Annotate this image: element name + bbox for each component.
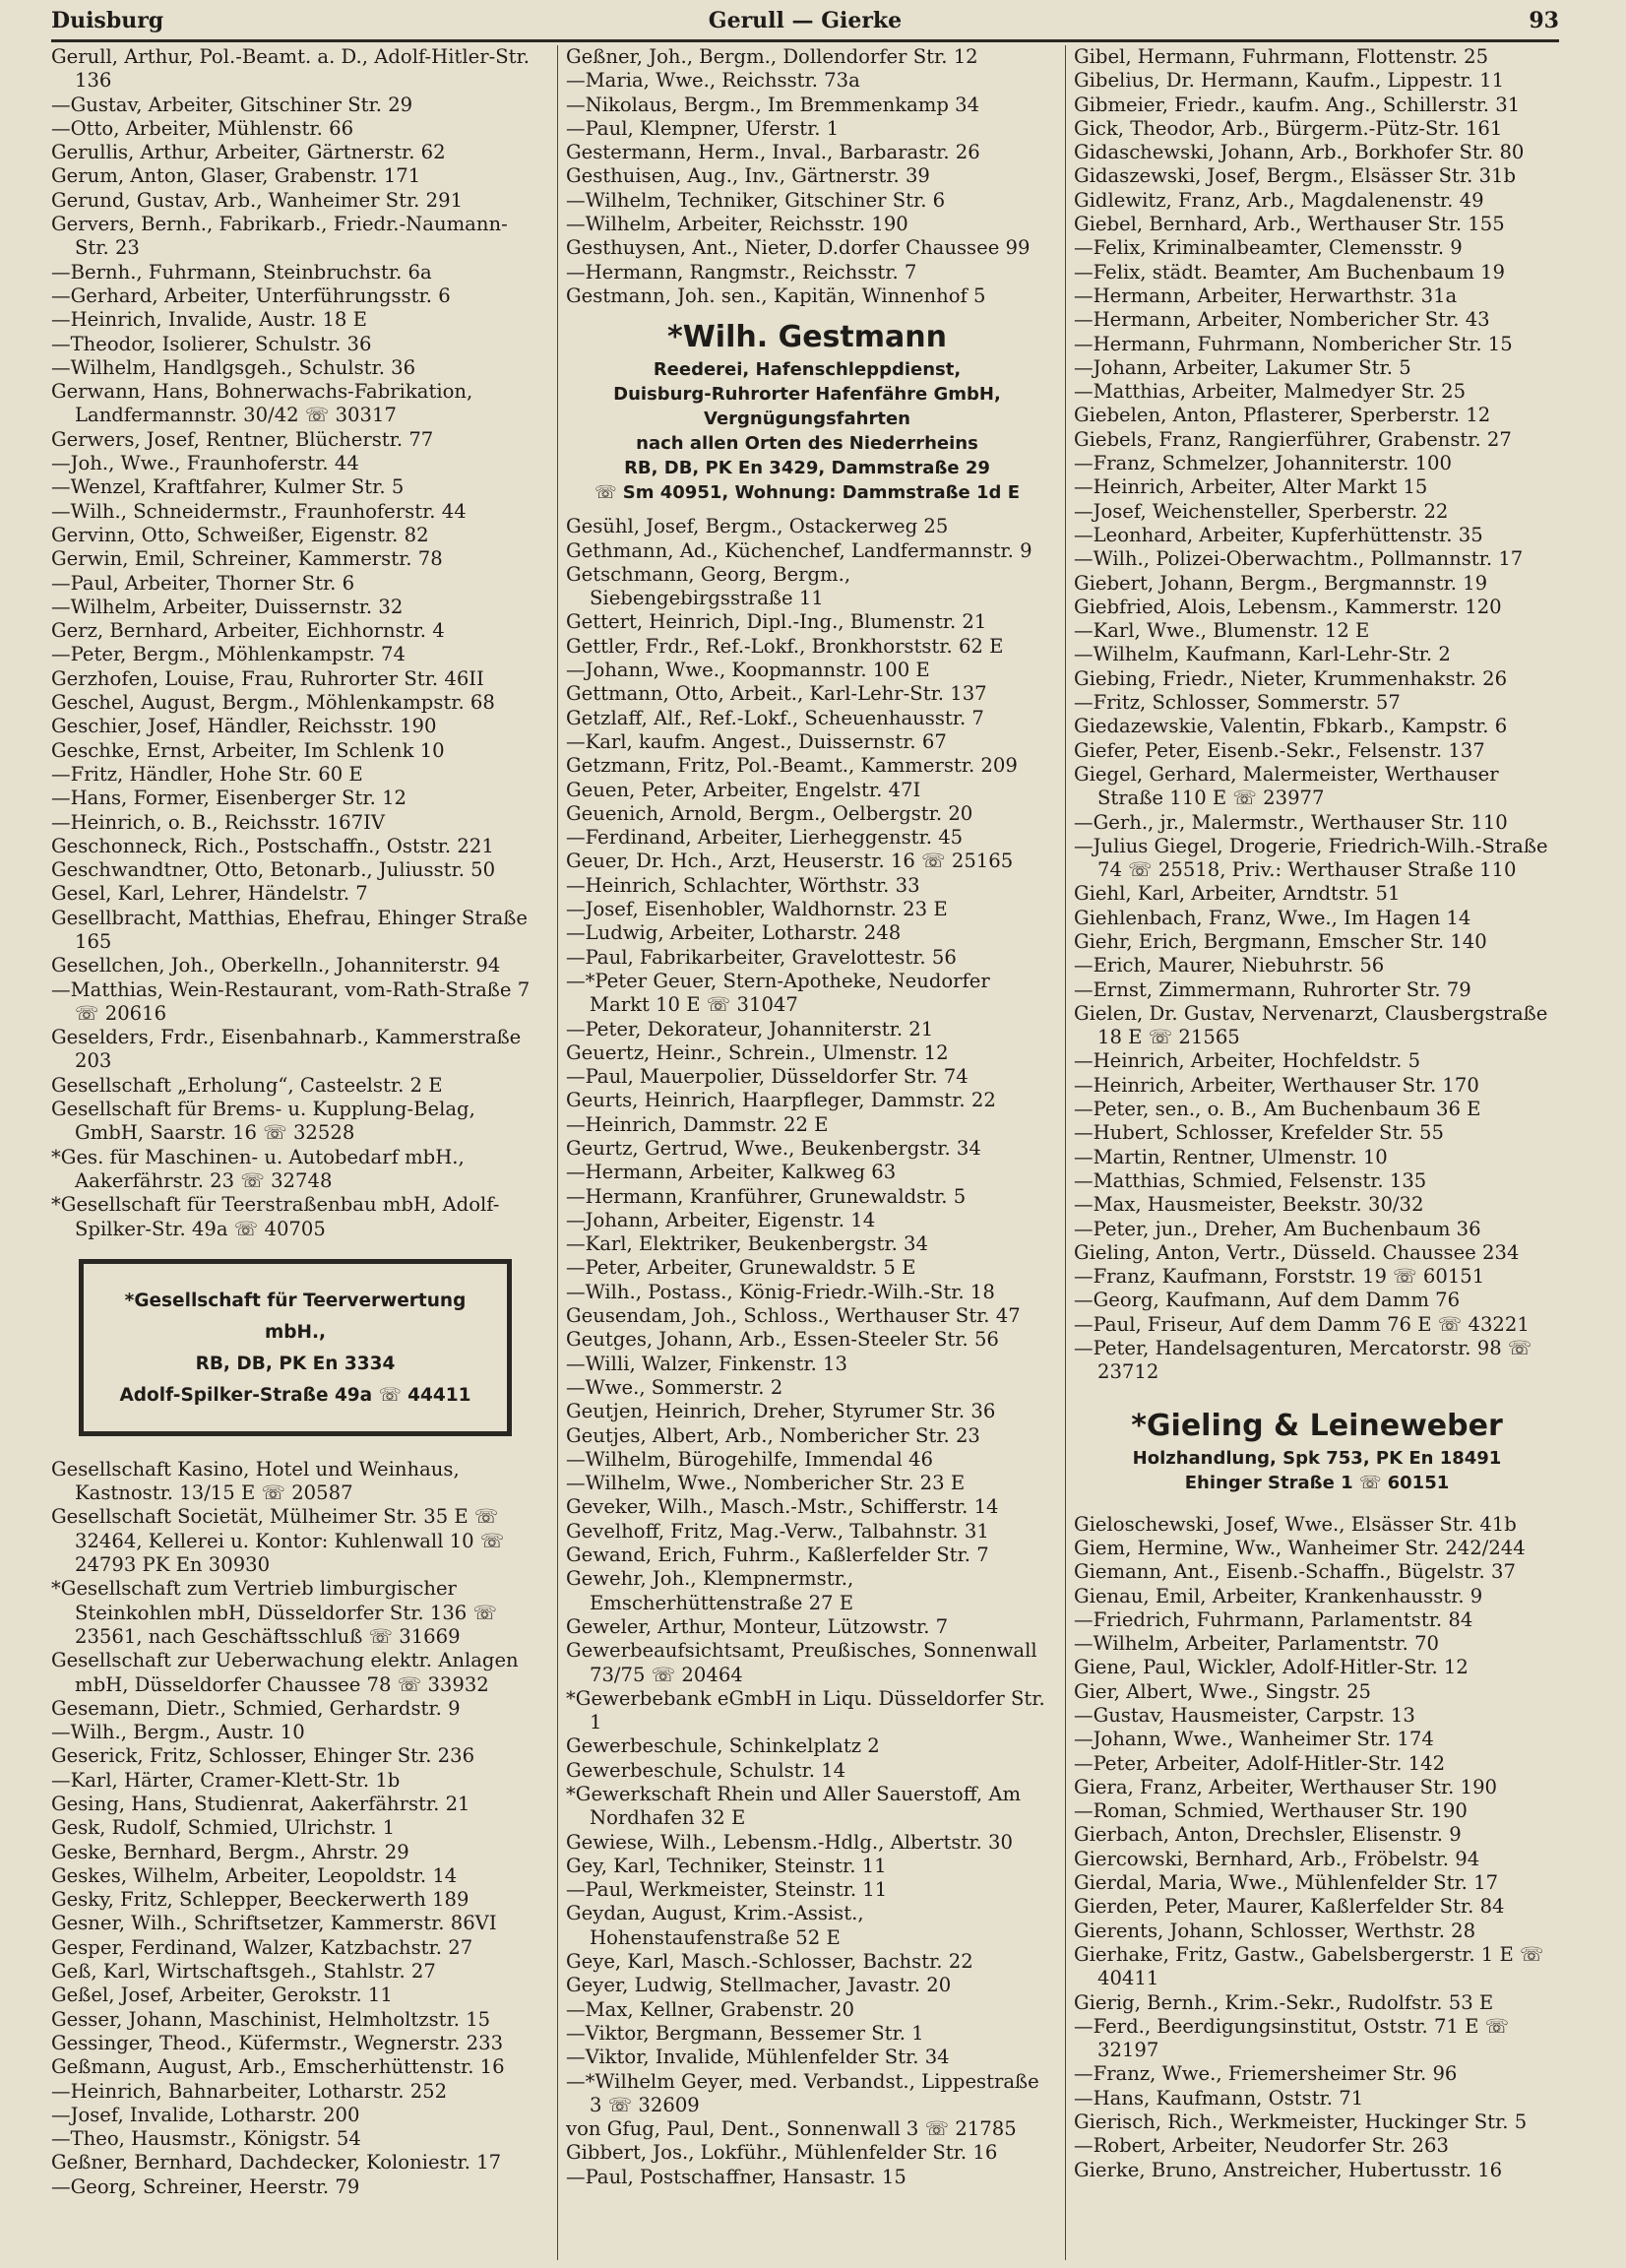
- directory-entry: Giehlenbach, Franz, Wwe., Im Hagen 14: [1074, 906, 1471, 929]
- directory-entry: —Peter, Bergm., Möhlenkampstr. 74: [51, 643, 406, 666]
- directory-entry: —Hubert, Schlosser, Krefelder Str. 55: [1074, 1121, 1444, 1145]
- directory-entry: Giegel, Gerhard, Malermeister, Werthauser Straße 110 E ☏ 23977: [1074, 762, 1499, 810]
- directory-entry: —Wilhelm, Arbeiter, Parlamentstr. 70: [1074, 1632, 1439, 1656]
- directory-entry: —Peter, Arbeiter, Grunewaldstr. 5 E: [566, 1256, 916, 1280]
- directory-entry: Gerwin, Emil, Schreiner, Kammerstr. 78: [51, 547, 443, 571]
- directory-entry: —Gerhard, Arbeiter, Unterführungsstr. 6: [51, 284, 451, 307]
- directory-entry: —Paul, Fabrikarbeiter, Gravelottestr. 56: [566, 945, 957, 969]
- directory-entry: —Peter, Arbeiter, Adolf-Hitler-Str. 142: [1074, 1751, 1446, 1775]
- directory-entry: Giefer, Peter, Eisenb.-Sekr., Felsenstr. 137: [1074, 738, 1485, 762]
- header-page-number: 93: [1529, 8, 1559, 33]
- directory-entry: Gick, Theodor, Arb., Bürgerm.-Pütz-Str. 161: [1074, 116, 1503, 140]
- directory-entry: —Gerh., jr., Malermstr., Werthauser Str. 110: [1074, 810, 1508, 834]
- directory-entry: Geßmann, August, Arb., Emscherhüttenstr. 16: [51, 2055, 505, 2079]
- directory-entry: Gerwann, Hans, Bohnerwachs-Fabrikation, Landfermannstr. 30/42 ☏ 30317: [51, 380, 473, 427]
- directory-entry: Gielen, Dr. Gustav, Nervenarzt, Clausbergstraße 18 E ☏ 21565: [1074, 1001, 1548, 1049]
- header-city: Duisburg: [51, 8, 164, 33]
- directory-entry: Gesing, Hans, Studienrat, Aakerfährstr. 21: [51, 1793, 470, 1815]
- directory-entry: —Paul, Friseur, Auf dem Damm 76 E ☏ 43221: [1074, 1312, 1530, 1336]
- directory-entry: —Felix, städt. Beamter, Am Buchenbaum 19: [1074, 260, 1505, 284]
- directory-entry: Geß, Karl, Wirtschaftsgeh., Stahlstr. 27: [51, 1960, 436, 1984]
- ad-line: Duisburg-Ruhrorter Hafenfähre GmbH,: [613, 384, 1001, 406]
- directory-entry: Geschonneck, Rich., Postschaffn., Oststr. 221: [51, 834, 494, 857]
- directory-entry: Gewerbeschule, Schulstr. 14: [566, 1758, 846, 1782]
- directory-entry: —Franz, Kaufmann, Forststr. 19 ☏ 60151: [1074, 1265, 1485, 1289]
- directory-entry: Gerzhofen, Louise, Frau, Ruhrorter Str. 46II: [51, 666, 484, 690]
- directory-entry: —Wenzel, Kraftfahrer, Kulmer Str. 5: [51, 475, 405, 499]
- directory-entry: Gibbert, Jos., Lokführ., Mühlenfelder Str. 16: [566, 2141, 998, 2165]
- directory-entry: Giebing, Friedr., Nieter, Krummenhakstr. 26: [1074, 666, 1508, 690]
- directory-entry: Geschel, August, Bergm., Möhlenkampstr. 68: [51, 691, 495, 715]
- directory-entry: —Heinrich, Arbeiter, Werthauser Str. 170: [1074, 1073, 1479, 1097]
- directory-entry: —Martin, Rentner, Ulmenstr. 10: [1074, 1145, 1388, 1168]
- advertisement-gestmann: [566, 318, 1048, 505]
- directory-entry: —Gustav, Hausmeister, Carpstr. 13: [1074, 1704, 1415, 1727]
- directory-entry: —Julius Giegel, Drogerie, Friedrich-Wilh.-Straße 74 ☏ 25518, Priv.: Werthauser Straße 110: [1074, 834, 1548, 882]
- directory-entry: —Roman, Schmied, Werthauser Str. 190: [1074, 1799, 1468, 1823]
- ad-line: ☏ Sm 40951, Wohnung: Dammstraße 1d E: [594, 482, 1020, 504]
- directory-entry: Gerullis, Arthur, Arbeiter, Gärtnerstr. 62: [51, 141, 446, 164]
- directory-entry: Gey, Karl, Techniker, Steinstr. 11: [566, 1854, 887, 1877]
- directory-entry: —Johann, Arbeiter, Lakumer Str. 5: [1074, 355, 1411, 379]
- directory-entry: —Josef, Eisenhobler, Waldhornstr. 23 E: [566, 898, 948, 921]
- directory-entry: Geydan, August, Krim.-Assist., Hohenstaufenstraße 52 E: [566, 1902, 864, 1949]
- directory-entry: —Leonhard, Arbeiter, Kupferhüttenstr. 35: [1074, 523, 1483, 546]
- directory-entry: Geuer, Dr. Hch., Arzt, Heuserstr. 16 ☏ 25165: [566, 850, 1014, 873]
- directory-entry: —Max, Hausmeister, Beekstr. 30/32: [1074, 1193, 1424, 1217]
- directory-entry: —Wilhelm, Techniker, Gitschiner Str. 6: [566, 188, 946, 212]
- directory-entry: Gesellschaft für Brems- u. Kupplung-Belag, GmbH, Saarstr. 16 ☏ 32528: [51, 1098, 475, 1145]
- directory-entry: Gesthuysen, Ant., Nieter, D.dorfer Chaussee 99: [566, 236, 1031, 260]
- directory-entry: —Franz, Schmelzer, Johanniterstr. 100: [1074, 452, 1452, 475]
- directory-entry: Gidlewitz, Franz, Arb., Magdalenenstr. 49: [1074, 188, 1484, 212]
- directory-entry: Geye, Karl, Masch.-Schlosser, Bachstr. 22: [566, 1950, 973, 1974]
- directory-entry: Geurts, Heinrich, Haarpfleger, Dammstr. 22: [566, 1089, 996, 1112]
- directory-entry: —Felix, Kriminalbeamter, Clemensstr. 9: [1074, 236, 1463, 260]
- directory-entry: —Friedrich, Fuhrmann, Parlamentstr. 84: [1074, 1607, 1473, 1631]
- directory-entry: Gienau, Emil, Arbeiter, Krankenhausstr. 9: [1074, 1584, 1483, 1607]
- directory-entry: —Paul, Arbeiter, Thorner Str. 6: [51, 571, 355, 595]
- directory-entry: Giebfried, Alois, Lebensm., Kammerstr. 120: [1074, 595, 1502, 618]
- directory-entry: —Joh., Wwe., Fraunhoferstr. 44: [51, 452, 359, 475]
- directory-entry: —Paul, Postschaffner, Hansastr. 15: [566, 2165, 907, 2188]
- ad-company-name: *Wilh. Gestmann: [667, 320, 947, 355]
- directory-entry: Giemann, Ant., Eisenb.-Schaffn., Bügelstr. 37: [1074, 1560, 1516, 1584]
- directory-entry: —Wilh., Bergm., Austr. 10: [51, 1721, 305, 1744]
- directory-entry: Geuen, Peter, Arbeiter, Engelstr. 47I: [566, 778, 921, 801]
- directory-entry: Geurtz, Gertrud, Wwe., Beukenbergstr. 34: [566, 1136, 981, 1160]
- directory-entry: Gierdal, Maria, Wwe., Mühlenfelder Str. 17: [1074, 1871, 1499, 1895]
- directory-entry: Geuenich, Arnold, Bergm., Oelbergstr. 20: [566, 801, 973, 825]
- directory-entry: —Ernst, Zimmermann, Ruhrorter Str. 79: [1074, 977, 1471, 1001]
- directory-entry: —Wwe., Sommerstr. 2: [566, 1375, 783, 1399]
- directory-entry: —Wilhelm, Wwe., Nombericher Str. 23 E: [566, 1472, 966, 1495]
- directory-entry: —Hermann, Arbeiter, Kalkweg 63: [566, 1161, 897, 1184]
- ad-line: Vergnügungsfahrten: [704, 409, 910, 430]
- directory-entry: Gesk, Rudolf, Schmied, Ulrichstr. 1: [51, 1816, 396, 1840]
- directory-entry: Geusendam, Joh., Schloss., Werthauser Str. 47: [566, 1304, 1021, 1328]
- directory-entry: *Gesellschaft zum Vertrieb limburgischer Steinkohlen mbH, Düsseldorfer Str. 136 ☏ 23561, nach Geschäftsschluß ☏ 31669: [51, 1577, 497, 1648]
- directory-entry: Gesellschaft Societät, Mülheimer Str. 35 E ☏ 32464, Kellerei u. Kontor: Kuhlenwall 10 ☏ 24793 PK En 30930: [51, 1505, 505, 1577]
- directory-entry: von Gfug, Paul, Dent., Sonnenwall 3 ☏ 21785: [566, 2117, 1017, 2141]
- directory-entry: Gibelius, Dr. Hermann, Kaufm., Lippestr. 11: [1074, 69, 1505, 93]
- directory-entry: Gesühl, Josef, Bergm., Ostackerweg 25: [566, 515, 949, 538]
- ad-line: Holzhandlung, Spk 753, PK En 18491: [1132, 1447, 1502, 1469]
- directory-entry: Gesellschaft „Erholung“, Casteelstr. 2 E: [51, 1073, 443, 1097]
- directory-entry: Geveker, Wilh., Masch.-Mstr., Schifferstr. 14: [566, 1495, 999, 1519]
- directory-entry: *Gewerkschaft Rhein und Aller Sauerstoff, Am Nordhafen 32 E: [566, 1783, 1022, 1830]
- directory-entry: —Matthias, Schmied, Felsenstr. 135: [1074, 1168, 1427, 1192]
- directory-entry: —Wilh., Polizei-Oberwachtm., Pollmannstr. 17: [1074, 547, 1524, 571]
- page-header: [51, 6, 1559, 42]
- directory-entry: Getzlaff, Alf., Ref.-Lokf., Scheuenhausstr. 7: [566, 706, 984, 729]
- directory-entry: —Max, Kellner, Grabenstr. 20: [566, 1997, 854, 2021]
- directory-entry: Gierbach, Anton, Drechsler, Elisenstr. 9: [1074, 1823, 1462, 1847]
- directory-entry: —Peter, Dekorateur, Johanniterstr. 21: [566, 1017, 934, 1040]
- directory-entry: Gesper, Ferdinand, Walzer, Katzbachstr. 27: [51, 1935, 473, 1959]
- directory-entry: Gesky, Fritz, Schlepper, Beeckerwerth 189: [51, 1888, 469, 1912]
- directory-entry: Geyer, Ludwig, Stellmacher, Javastr. 20: [566, 1974, 952, 1997]
- directory-entry: —Wilhelm, Arbeiter, Reichsstr. 190: [566, 213, 908, 236]
- directory-entry: Geßner, Joh., Bergm., Dollendorfer Str. 12: [566, 45, 978, 68]
- directory-entry: —Willi, Walzer, Finkenstr. 13: [566, 1352, 847, 1375]
- directory-entry: Giebels, Franz, Rangierführer, Grabenstr. 27: [1074, 427, 1512, 451]
- directory-entry: Gerum, Anton, Glaser, Grabenstr. 171: [51, 164, 421, 188]
- directory-entry: —Maria, Wwe., Reichsstr. 73a: [566, 69, 860, 93]
- directory-entry: Giedazewskie, Valentin, Fbkarb., Kampstr. 6: [1074, 715, 1508, 738]
- directory-entry: *Ges. für Maschinen- u. Autobedarf mbH., Aakerfährstr. 23 ☏ 32748: [51, 1145, 465, 1192]
- directory-entry: —Fritz, Händler, Hohe Str. 60 E: [51, 762, 363, 786]
- directory-entry: —Ludwig, Arbeiter, Lotharstr. 248: [566, 921, 902, 945]
- directory-entry: Gevelhoff, Fritz, Mag.-Verw., Talbahnstr. 31: [566, 1519, 989, 1543]
- directory-entry: —Heinrich, Invalide, Austr. 18 E: [51, 308, 367, 332]
- directory-entry: Geskes, Wilhelm, Arbeiter, Leopoldstr. 14: [51, 1863, 458, 1887]
- directory-entry: Geschier, Josef, Händler, Reichsstr. 190: [51, 715, 437, 738]
- directory-entry: —Karl, kaufm. Angest., Duissernstr. 67: [566, 729, 947, 753]
- directory-entry: Gewerbeschule, Schinkelplatz 2: [566, 1734, 880, 1758]
- directory-entry: Gieling, Anton, Vertr., Düsseld. Chaussee 234: [1074, 1240, 1520, 1264]
- directory-entry: —Karl, Härter, Cramer-Klett-Str. 1b: [51, 1768, 401, 1792]
- directory-entry: Giene, Paul, Wickler, Adolf-Hitler-Str. 12: [1074, 1656, 1469, 1679]
- directory-entry: Giebert, Johann, Bergm., Bergmannstr. 19: [1074, 571, 1488, 595]
- directory-entry: —Wilhelm, Bürogehilfe, Immendal 46: [566, 1447, 933, 1471]
- header-name-range: Gerull — Gierke: [708, 8, 903, 33]
- directory-entry: Gibmeier, Friedr., kaufm. Ang., Schillerstr. 31: [1074, 93, 1521, 116]
- ad-line: *Gesellschaft für Teerverwertung mbH.,: [124, 1290, 467, 1343]
- directory-entry: Giebel, Bernhard, Arb., Werthauser Str. 155: [1074, 213, 1505, 236]
- directory-entry: Gibel, Hermann, Fuhrmann, Flottenstr. 25: [1074, 45, 1489, 68]
- directory-entry: Geutjes, Albert, Arb., Nombericher Str. 23: [566, 1423, 980, 1447]
- directory-entry: —Heinrich, o. B., Reichsstr. 167IV: [51, 810, 385, 834]
- directory-entry: Gewand, Erich, Fuhrm., Kaßlerfelder Str. 7: [566, 1544, 989, 1567]
- directory-entry: Gidaschewski, Johann, Arb., Borkhofer Str. 80: [1074, 141, 1525, 164]
- directory-entry: Gerull, Arthur, Pol.-Beamt. a. D., Adolf-Hitler-Str. 136: [51, 45, 530, 93]
- directory-entry: —Matthias, Wein-Restaurant, vom-Rath-Straße 7 ☏ 20616: [51, 977, 531, 1025]
- directory-entry: —Wilhelm, Handlgsgeh., Schulstr. 36: [51, 355, 416, 379]
- directory-entry: Gesellschaft Kasino, Hotel und Weinhaus, Kastnostr. 13/15 E ☏ 20587: [51, 1457, 460, 1505]
- directory-entry: —Theodor, Isolierer, Schulstr. 36: [51, 332, 372, 355]
- directory-entry: Gesthuisen, Aug., Inv., Gärtnerstr. 39: [566, 164, 930, 188]
- directory-entry: —Heinrich, Bahnarbeiter, Lotharstr. 252: [51, 2079, 448, 2103]
- column-2: [557, 45, 1048, 2260]
- ad-line: RB, DB, PK En 3334: [195, 1353, 396, 1374]
- directory-entry: —Johann, Wwe., Wanheimer Str. 174: [1074, 1728, 1434, 1751]
- directory-entry: —Matthias, Arbeiter, Malmedyer Str. 25: [1074, 380, 1467, 404]
- directory-entry: —Hermann, Kranführer, Grunewaldstr. 5: [566, 1184, 967, 1208]
- directory-entry: Gewerbeaufsichtsamt, Preußisches, Sonnenwall 73/75 ☏ 20464: [566, 1639, 1037, 1686]
- directory-entry: —Hermann, Arbeiter, Nombericher Str. 43: [1074, 308, 1490, 332]
- directory-entry: —Wilhelm, Kaufmann, Karl-Lehr-Str. 2: [1074, 643, 1451, 666]
- advertisement-gieling-leineweber: [1074, 1407, 1560, 1495]
- ad-company-name: *Gieling & Leineweber: [1131, 1408, 1503, 1443]
- directory-entry: —Franz, Wwe., Friemersheimer Str. 96: [1074, 2062, 1458, 2086]
- directory-entry: Geschwandtner, Otto, Betonarb., Juliusstr. 50: [51, 858, 496, 882]
- directory-entry: —Gustav, Arbeiter, Gitschiner Str. 29: [51, 93, 413, 116]
- directory-entry: —Hermann, Rangmstr., Reichsstr. 7: [566, 260, 917, 284]
- ad-line: nach allen Orten des Niederrheins: [636, 433, 978, 455]
- directory-entry: Geweler, Arthur, Monteur, Lützowstr. 7: [566, 1614, 949, 1638]
- directory-entry: Gesser, Johann, Maschinist, Helmholtzstr. 15: [51, 2007, 491, 2031]
- directory-entry: Gewiese, Wilh., Lebensm.-Hdlg., Albertstr. 30: [566, 1830, 1013, 1854]
- directory-entry: Gestmann, Joh. sen., Kapitän, Winnenhof 5: [566, 284, 986, 307]
- directory-entry: Gierig, Bernh., Krim.-Sekr., Rudolfstr. 53 E: [1074, 1990, 1494, 2014]
- directory-entry: Gesellschaft zur Ueberwachung elektr. Anlagen mbH, Düsseldorfer Chaussee 78 ☏ 33932: [51, 1649, 519, 1696]
- directory-entry: Gewehr, Joh., Klempnermstr., Emscherhüttenstraße 27 E: [566, 1567, 854, 1614]
- directory-entry: Geutges, Johann, Arb., Essen-Steeler Str. 56: [566, 1328, 999, 1352]
- directory-entry: Giebelen, Anton, Pflasterer, Sperberstr. 12: [1074, 404, 1491, 427]
- directory-entry: —Ferdinand, Arbeiter, Lierheggenstr. 45: [566, 826, 964, 850]
- directory-entry: Gerwers, Josef, Rentner, Blücherstr. 77: [51, 427, 434, 451]
- directory-entry: —Heinrich, Schlachter, Wörthstr. 33: [566, 873, 920, 897]
- directory-entry: Gierisch, Rich., Werkmeister, Huckinger Str. 5: [1074, 2110, 1528, 2134]
- directory-entry: —Theo, Hausmstr., Königstr. 54: [51, 2127, 361, 2151]
- directory-entry: Gettmann, Otto, Arbeit., Karl-Lehr-Str. 137: [566, 682, 987, 706]
- directory-entry: Getschmann, Georg, Bergm., Siebengebirgsstraße 11: [566, 562, 851, 610]
- directory-entry: —Peter, Handelsagenturen, Mercatorstr. 98 ☏ 23712: [1074, 1337, 1532, 1384]
- directory-entry: *Gesellschaft für Teerstraßenbau mbH, Adolf-Spilker-Str. 49a ☏ 40705: [51, 1193, 500, 1240]
- directory-entry: —Peter, sen., o. B., Am Buchenbaum 36 E: [1074, 1098, 1481, 1121]
- directory-entry: Gethmann, Ad., Küchenchef, Landfermannstr. 9: [566, 538, 1032, 562]
- directory-entry: Gierhake, Fritz, Gastw., Gabelsbergerstr. 1 E ☏ 40411: [1074, 1942, 1544, 1990]
- directory-entry: Gierke, Bruno, Anstreicher, Hubertusstr. 16: [1074, 2158, 1503, 2181]
- directory-entry: —Fritz, Schlosser, Sommerstr. 57: [1074, 691, 1401, 715]
- directory-entry: Geuertz, Heinr., Schrein., Ulmenstr. 12: [566, 1040, 949, 1064]
- directory-entry: Gesel, Karl, Lehrer, Händelstr. 7: [51, 882, 368, 906]
- directory-entry: Geselders, Frdr., Eisenbahnarb., Kammerstraße 203: [51, 1026, 522, 1073]
- directory-entry: Gierents, Johann, Schlosser, Werthstr. 28: [1074, 1919, 1476, 1942]
- directory-entry: Gessinger, Theod., Küfermstr., Wegnerstr. 233: [51, 2031, 504, 2054]
- directory-entry: Gieloschewski, Josef, Wwe., Elsässer Str. 41b: [1074, 1512, 1517, 1536]
- directory-entry: Geßel, Josef, Arbeiter, Gerokstr. 11: [51, 1984, 393, 2007]
- directory-entry: Gidaszewski, Josef, Bergm., Elsässer Str. 31b: [1074, 164, 1517, 188]
- column-3: [1065, 45, 1560, 2260]
- directory-entry: —Bernh., Fuhrmann, Steinbruchstr. 6a: [51, 260, 432, 284]
- directory-entry: Gesellchen, Joh., Oberkelln., Johanniterstr. 94: [51, 954, 501, 977]
- directory-entry: Geske, Bernhard, Bergm., Ahrstr. 29: [51, 1840, 409, 1863]
- directory-entry: —Nikolaus, Bergm., Im Bremmenkamp 34: [566, 93, 980, 116]
- directory-entry: Gesner, Wilh., Schriftsetzer, Kammerstr. 86VI: [51, 1912, 497, 1935]
- directory-entry: —Viktor, Bergmann, Bessemer Str. 1: [566, 2021, 924, 2045]
- directory-entry: Giercowski, Bernhard, Arb., Fröbelstr. 94: [1074, 1847, 1480, 1870]
- directory-entry: Gervinn, Otto, Schweißer, Eigenstr. 82: [51, 523, 429, 546]
- directory-entry: Gerund, Gustav, Arb., Wanheimer Str. 291: [51, 188, 464, 212]
- directory-entry: Gierden, Peter, Maurer, Kaßlerfelder Str. 84: [1074, 1895, 1505, 1919]
- directory-entry: Gettler, Frdr., Ref.-Lokf., Bronkhorststr. 62 E: [566, 634, 1004, 658]
- directory-entry: —Robert, Arbeiter, Neudorfer Str. 263: [1074, 2134, 1449, 2158]
- directory-entry: —Ferd., Beerdigungsinstitut, Oststr. 71 E ☏ 32197: [1074, 2014, 1510, 2062]
- directory-entry: —Peter, jun., Dreher, Am Buchenbaum 36: [1074, 1217, 1481, 1240]
- directory-entry: Giehr, Erich, Bergmann, Emscher Str. 140: [1074, 929, 1487, 953]
- directory-entry: —Paul, Mauerpolier, Düsseldorfer Str. 74: [566, 1065, 969, 1089]
- directory-entry: Gettert, Heinrich, Dipl.-Ing., Blumenstr. 21: [566, 610, 987, 634]
- directory-entry: Geßner, Bernhard, Dachdecker, Koloniestr. 17: [51, 2151, 502, 2174]
- directory-entry: —Heinrich, Arbeiter, Alter Markt 15: [1074, 475, 1428, 499]
- directory-entry: —Heinrich, Dammstr. 22 E: [566, 1112, 829, 1136]
- directory-entry: Giehl, Karl, Arbeiter, Arndtstr. 51: [1074, 882, 1401, 906]
- directory-entry: —Johann, Wwe., Koopmannstr. 100 E: [566, 659, 930, 682]
- directory-entry: —Hermann, Arbeiter, Herwarthstr. 31a: [1074, 284, 1458, 307]
- directory-entry: Giera, Franz, Arbeiter, Werthauser Str. 190: [1074, 1775, 1498, 1798]
- directory-entry: —Karl, Wwe., Blumenstr. 12 E: [1074, 619, 1370, 643]
- directory-entry: —Hans, Kaufmann, Oststr. 71: [1074, 2086, 1364, 2110]
- directory-entry: Geutjen, Heinrich, Dreher, Styrumer Str. 36: [566, 1400, 996, 1423]
- directory-entry: —Otto, Arbeiter, Mühlenstr. 66: [51, 116, 354, 140]
- column-1: [51, 45, 539, 2260]
- ad-line: Ehinger Straße 1 ☏ 60151: [1184, 1472, 1450, 1493]
- directory-entry: Gerz, Bernhard, Arbeiter, Eichhornstr. 4: [51, 619, 445, 643]
- directory-entry: —Hans, Former, Eisenberger Str. 12: [51, 787, 406, 810]
- directory-entry: —Paul, Werkmeister, Steinstr. 11: [566, 1878, 888, 1902]
- directory-entry: *Gewerbebank eGmbH in Liqu. Düsseldorfer Str. 1: [566, 1686, 1045, 1734]
- directory-entry: Giem, Hermine, Ww., Wanheimer Str. 242/244: [1074, 1536, 1526, 1559]
- advertisement-teerverwertung: [79, 1259, 512, 1436]
- directory-entry: —Wilh., Postass., König-Friedr.-Wilh.-Str. 18: [566, 1280, 995, 1303]
- directory-entry: —Josef, Weichensteller, Sperberstr. 22: [1074, 499, 1449, 523]
- directory-entry: Gesemann, Dietr., Schmied, Gerhardstr. 9: [51, 1696, 461, 1720]
- directory-entry: —Hermann, Fuhrmann, Nombericher Str. 15: [1074, 332, 1513, 355]
- directory-entry: —Wilh., Schneidermstr., Fraunhoferstr. 44: [51, 499, 467, 523]
- directory-entry: —Viktor, Invalide, Mühlenfelder Str. 34: [566, 2046, 950, 2069]
- directory-entry: Gestermann, Herm., Inval., Barbarastr. 26: [566, 141, 980, 164]
- directory-entry: —Johann, Arbeiter, Eigenstr. 14: [566, 1208, 876, 1231]
- directory-entry: Getzmann, Fritz, Pol.-Beamt., Kammerstr. 209: [566, 754, 1018, 778]
- ad-line: RB, DB, PK En 3429, Dammstraße 29: [624, 458, 990, 479]
- directory-entry: —Karl, Elektriker, Beukenbergstr. 34: [566, 1232, 928, 1256]
- directory-entry: —Paul, Klempner, Uferstr. 1: [566, 116, 840, 140]
- directory-entry: Gesellbracht, Matthias, Ehefrau, Ehinger Straße 165: [51, 906, 528, 953]
- directory-entry: Geserick, Fritz, Schlosser, Ehinger Str. 236: [51, 1744, 475, 1768]
- directory-entry: —Georg, Kaufmann, Auf dem Damm 76: [1074, 1289, 1461, 1312]
- ad-line: Reederei, Hafenschleppdienst,: [653, 359, 962, 381]
- directory-entry: Geschke, Ernst, Arbeiter, Im Schlenk 10: [51, 738, 445, 762]
- directory-entry: —Georg, Schreiner, Heerstr. 79: [51, 2174, 360, 2198]
- directory-entry: —*Wilhelm Geyer, med. Verbandst., Lippestraße 3 ☏ 32609: [566, 2069, 1039, 2116]
- directory-entry: Gervers, Bernh., Fabrikarb., Friedr.-Naumann-Str. 23: [51, 213, 508, 260]
- directory-entry: —Erich, Maurer, Niebuhrstr. 56: [1074, 954, 1385, 977]
- directory-entry: Gier, Albert, Wwe., Singstr. 25: [1074, 1679, 1372, 1703]
- directory-entry: —Heinrich, Arbeiter, Hochfeldstr. 5: [1074, 1049, 1421, 1073]
- directory-entry: —Josef, Invalide, Lotharstr. 200: [51, 2103, 360, 2126]
- directory-entry: —Wilhelm, Arbeiter, Duissernstr. 32: [51, 595, 404, 618]
- ad-line: Adolf-Spilker-Straße 49a ☏ 44411: [119, 1384, 471, 1406]
- directory-entry: —*Peter Geuer, Stern-Apotheke, Neudorfer Markt 10 E ☏ 31047: [566, 969, 990, 1017]
